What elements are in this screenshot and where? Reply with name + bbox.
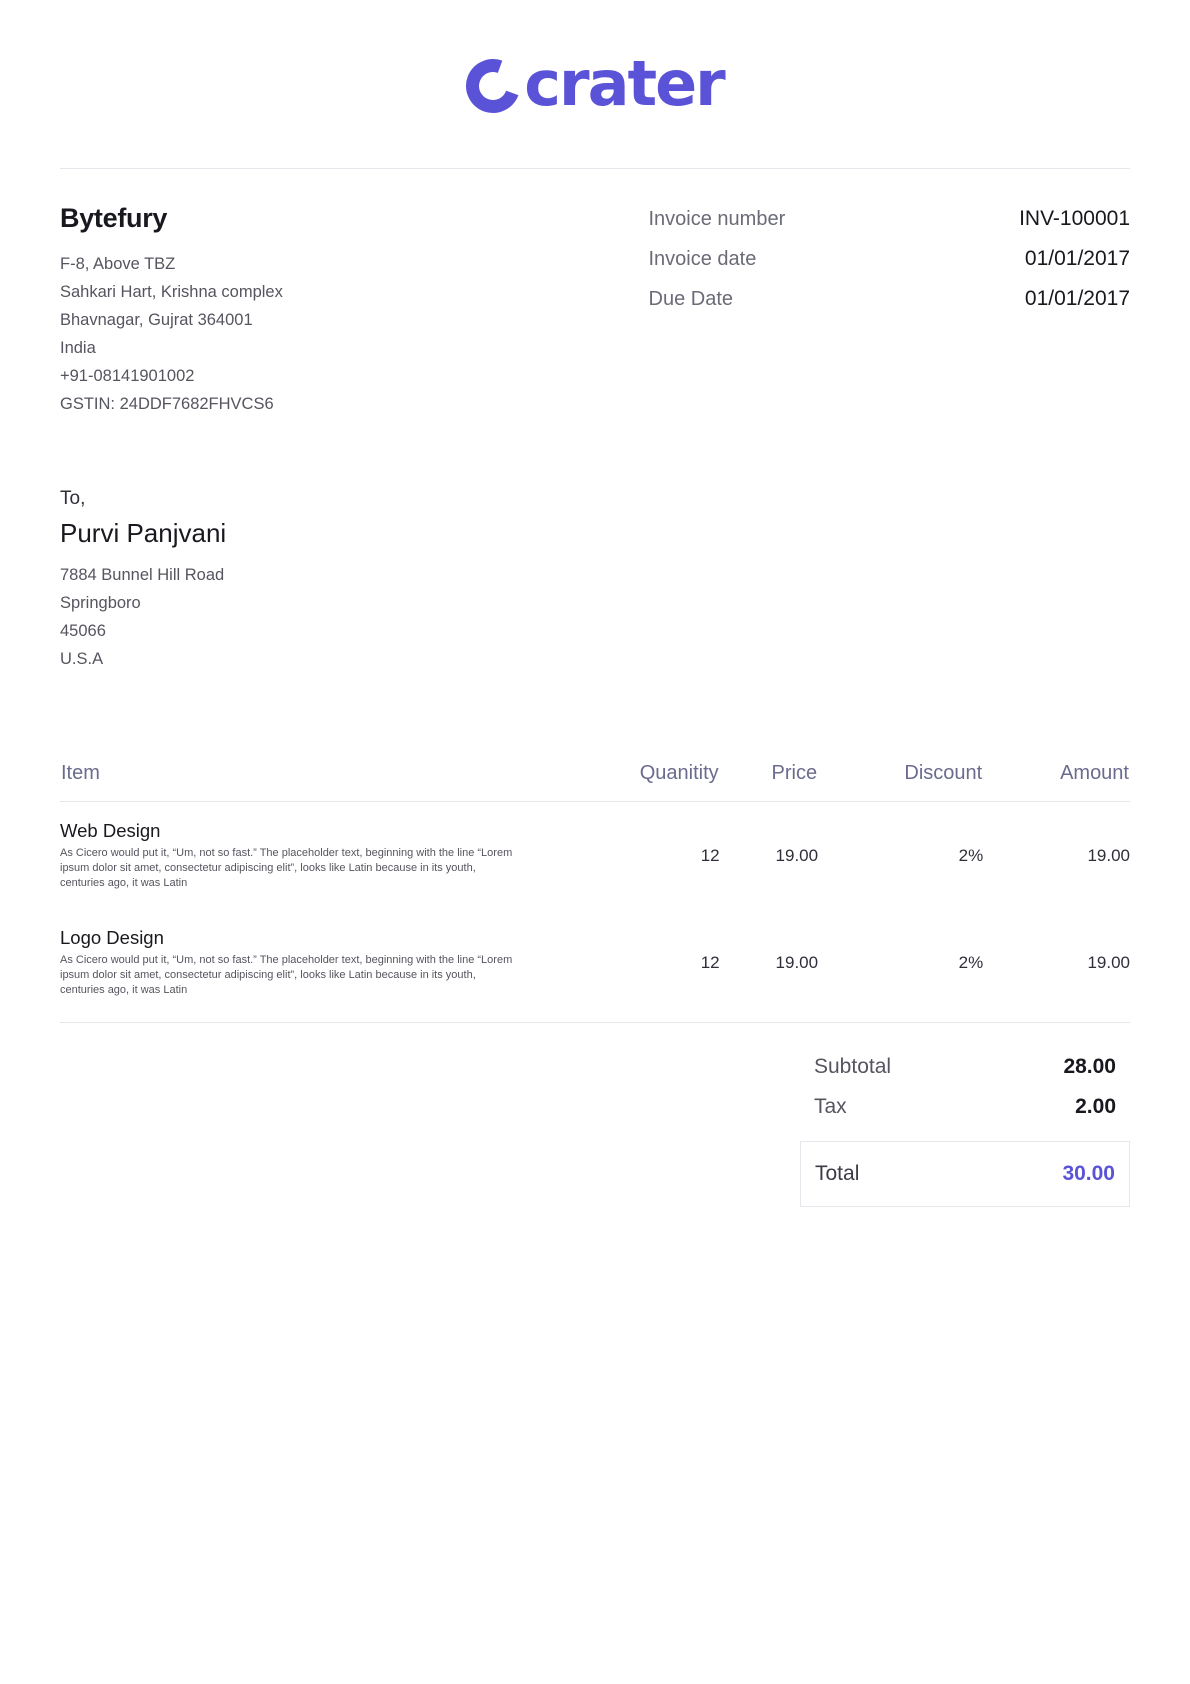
column-header-price: Price	[720, 761, 818, 802]
line-item-price: 19.00	[720, 909, 818, 1023]
line-item-cell	[60, 802, 552, 910]
table-row	[60, 909, 1130, 1023]
subtotal-row	[800, 1047, 1130, 1087]
tax-value: 2.00	[1075, 1095, 1116, 1118]
line-item-quantity: 12	[700, 845, 720, 865]
bill-to-address-line: 45066	[60, 622, 106, 640]
column-header-quantity: Quanitity	[552, 761, 719, 802]
invoice-number-value: INV-100001	[1019, 207, 1130, 230]
crater-logo	[466, 47, 724, 120]
invoice-meta	[649, 203, 1131, 327]
line-item-description: As Cicero would put it, “Um, not so fast.” The placeholder text, beginning with the line “Lorem ipsum dolor sit amet, consectetur adipiscing elit”, looks like Latin because in its youth, centuries ago, it was Latin	[60, 954, 513, 996]
line-item-cell	[60, 909, 552, 1023]
subtotal-label: Subtotal	[814, 1055, 892, 1078]
bill-to-address-line: U.S.A	[60, 650, 104, 668]
line-item-amount: 19.00	[1087, 845, 1130, 865]
column-header-item: Item	[60, 761, 552, 802]
bill-to-block	[60, 488, 1130, 673]
table-header-row	[60, 761, 1130, 802]
total-label: Total	[815, 1162, 860, 1185]
line-item-title: Web Design	[60, 820, 161, 841]
bill-to-address-line: 7884 Bunnel Hill Road	[60, 566, 225, 584]
line-item-quantity: 12	[552, 909, 719, 1023]
line-item-title: Logo Design	[60, 927, 164, 948]
sender-address-line: Sahkari Hart, Krishna complex	[60, 283, 283, 301]
line-item-price: 19.00	[775, 845, 819, 865]
invoice-date-label: Invoice date	[648, 248, 757, 270]
line-items-table	[60, 761, 1130, 1023]
invoice-number-row	[649, 207, 1131, 231]
crater-logo-text: crater	[524, 47, 724, 120]
column-header-amount: Amount	[983, 761, 1130, 802]
total-value: 30.00	[1062, 1162, 1115, 1185]
tax-row	[800, 1087, 1130, 1127]
line-item-amount: 19.00	[983, 909, 1130, 1023]
due-date-value: 01/01/2017	[1024, 287, 1130, 310]
invoice-header	[60, 203, 1130, 418]
tax-label: Tax	[814, 1095, 847, 1118]
line-item-discount: 2%	[818, 909, 983, 1023]
sender-block	[60, 203, 595, 418]
bill-to-address-line: Springboro	[60, 594, 141, 612]
bill-to-name: Purvi Panjvani	[60, 518, 227, 548]
due-date-row	[649, 287, 1131, 311]
line-item-description: As Cicero would put it, “Um, not so fast.” The placeholder text, beginning with the line “Lorem ipsum dolor sit amet, consectetur adipiscing elit”, looks like Latin because in its youth, centuries ago, it was Latin	[60, 847, 513, 889]
header-divider	[60, 168, 1130, 169]
sender-address-line: F-8, Above TBZ	[60, 255, 176, 273]
column-header-discount: Discount	[818, 761, 983, 802]
invoice-number-label: Invoice number	[648, 208, 786, 230]
subtotal-value: 28.00	[1063, 1055, 1116, 1078]
invoice-date-value: 01/01/2017	[1024, 247, 1130, 270]
brand-logo	[60, 0, 1130, 168]
due-date-label: Due Date	[648, 288, 733, 310]
sender-phone: +91-08141901002	[60, 367, 195, 385]
totals-block	[800, 1047, 1130, 1207]
bill-to-label: To,	[60, 488, 86, 509]
sender-gstin: GSTIN: 24DDF7682FHVCS6	[60, 395, 274, 413]
invoice-date-row	[649, 247, 1131, 271]
sender-address-line: India	[60, 339, 96, 357]
sender-company-name: Bytefury	[60, 203, 168, 233]
crater-logo-icon	[457, 50, 529, 122]
total-row	[800, 1141, 1130, 1207]
sender-address-line: Bhavnagar, Gujrat 364001	[60, 311, 253, 329]
table-row	[60, 802, 1130, 910]
line-item-discount: 2%	[958, 845, 984, 865]
